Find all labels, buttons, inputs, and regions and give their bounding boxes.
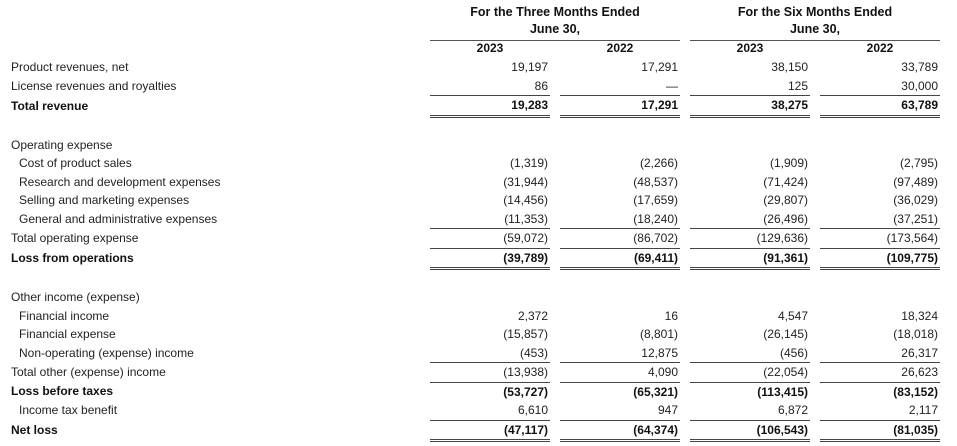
- row-label: Loss from operations: [11, 251, 134, 265]
- value-cell: (456): [690, 344, 810, 363]
- value-cell: (22,054): [690, 363, 810, 383]
- row-label: Research and development expenses: [19, 174, 221, 189]
- value-cell: (86,702): [560, 229, 680, 249]
- value-cell: 30,000: [820, 77, 940, 96]
- value-cell: (65,321): [633, 384, 678, 399]
- value-cell: (59,072): [430, 229, 550, 249]
- value-cell: (13,938): [430, 363, 550, 383]
- table-row: [0, 210, 940, 229]
- value-cell: (1,319): [509, 156, 548, 170]
- row-label: Income tax benefit: [19, 403, 118, 418]
- table-row: [0, 191, 940, 210]
- value-cell: (113,415): [757, 384, 808, 399]
- table-row: [0, 307, 940, 326]
- value-cell: 2,117: [820, 401, 940, 420]
- value-cell: 4,090: [560, 363, 680, 383]
- value-cell: (109,775): [820, 248, 940, 269]
- value-cell: 26,623: [820, 363, 940, 383]
- value-cell: (2,795): [899, 156, 938, 170]
- value-cell: (97,489): [893, 174, 938, 189]
- value-cell: (36,029): [893, 193, 938, 207]
- value-cell: 17,291: [560, 96, 680, 117]
- table-row: [0, 229, 940, 249]
- year-header-3m-2023: 2023: [476, 41, 504, 55]
- value-cell: (14,456): [503, 193, 548, 207]
- row-label: Financial income: [19, 308, 110, 323]
- value-cell: (17,659): [633, 193, 678, 207]
- financial-table: [0, 58, 940, 442]
- row-label: General and administrative expenses: [19, 211, 218, 226]
- section-heading: Other income (expense): [11, 290, 140, 304]
- value-cell: (53,727): [503, 384, 548, 399]
- value-cell: 12,875: [560, 344, 680, 363]
- value-cell: (18,240): [560, 210, 680, 229]
- table-row: [0, 325, 940, 344]
- value-cell: (173,564): [820, 229, 940, 249]
- row-label: Cost of product sales: [19, 156, 132, 170]
- value-cell: (31,944): [503, 174, 548, 189]
- row-label: Total revenue: [11, 98, 89, 113]
- value-cell: (64,374): [560, 420, 680, 441]
- value-cell: (26,496): [690, 210, 810, 229]
- six-months-header-line1: For the Six Months Ended: [737, 5, 893, 19]
- row-label: Loss before taxes: [11, 384, 114, 399]
- value-cell: 947: [560, 401, 680, 420]
- value-cell: 19,197: [511, 60, 548, 74]
- value-cell: (37,251): [820, 210, 940, 229]
- value-cell: (106,543): [690, 420, 810, 441]
- year-header-6m-2022: 2022: [866, 41, 894, 55]
- row-label: Selling and marketing expenses: [19, 193, 190, 207]
- three-months-header-line1: For the Three Months Ended: [470, 5, 640, 19]
- value-cell: 6,610: [430, 401, 550, 420]
- row-label: Non-operating (expense) income: [19, 345, 194, 360]
- value-cell: (69,411): [560, 248, 680, 269]
- value-cell: (18,018): [893, 327, 938, 341]
- table-row: [0, 154, 940, 173]
- year-header-6m-2023: 2023: [736, 41, 764, 55]
- table-row: [0, 401, 940, 420]
- value-cell: 18,324: [901, 308, 938, 323]
- section-heading-row: [0, 136, 940, 155]
- value-cell: (91,361): [690, 248, 810, 269]
- three-months-header-line2: June 30,: [529, 22, 581, 36]
- value-cell: (11,353): [430, 210, 550, 229]
- row-label: Financial expense: [19, 327, 116, 341]
- value-cell: (1,909): [769, 156, 808, 170]
- six-months-header-line2: June 30,: [789, 22, 841, 36]
- value-cell: 38,275: [690, 96, 810, 117]
- table-row-total: [0, 420, 940, 441]
- row-label: License revenues and royalties: [11, 78, 177, 93]
- row-label: Net loss: [11, 423, 58, 437]
- value-cell: (15,857): [503, 327, 548, 341]
- value-cell: (26,145): [763, 327, 808, 341]
- value-cell: (83,152): [893, 384, 938, 399]
- year-header-3m-2022: 2022: [606, 41, 634, 55]
- three-months-header: [430, 4, 680, 38]
- six-months-header: [690, 4, 940, 38]
- table-row-total: [0, 248, 940, 269]
- section-heading: Operating expense: [11, 137, 113, 152]
- value-cell: 16: [664, 308, 678, 323]
- value-cell: (2,266): [639, 156, 678, 170]
- value-cell: (81,035): [820, 420, 940, 441]
- section-heading-row: [0, 288, 940, 307]
- value-cell: 17,291: [641, 60, 678, 74]
- row-label: Product revenues, net: [11, 60, 129, 74]
- value-cell: (453): [430, 344, 550, 363]
- value-cell: 4,547: [777, 308, 808, 323]
- value-cell: (8,801): [639, 327, 678, 341]
- value-cell: (47,117): [430, 420, 550, 441]
- table-row: [0, 173, 940, 192]
- table-row: [0, 363, 940, 383]
- table-row-total: [0, 382, 940, 401]
- value-cell: 63,789: [820, 96, 940, 117]
- value-cell: 19,283: [430, 96, 550, 117]
- row-label: Total other (expense) income: [11, 365, 166, 379]
- value-cell: (48,537): [633, 174, 678, 189]
- table-row: [0, 344, 940, 363]
- value-cell: (71,424): [763, 174, 808, 189]
- value-cell: 125: [690, 77, 810, 96]
- value-cell: 38,150: [771, 60, 808, 74]
- value-cell: —: [560, 77, 680, 96]
- value-cell: (39,789): [430, 248, 550, 269]
- value-cell: (29,807): [763, 193, 808, 207]
- table-row: [0, 77, 940, 96]
- value-cell: 33,789: [901, 60, 938, 74]
- value-cell: (129,636): [690, 229, 810, 249]
- value-cell: 26,317: [820, 344, 940, 363]
- value-cell: 86: [430, 77, 550, 96]
- value-cell: 2,372: [517, 308, 548, 323]
- table-row-total: [0, 96, 940, 117]
- table-row: [0, 58, 940, 77]
- value-cell: 6,872: [690, 401, 810, 420]
- row-label: Total operating expense: [11, 231, 139, 245]
